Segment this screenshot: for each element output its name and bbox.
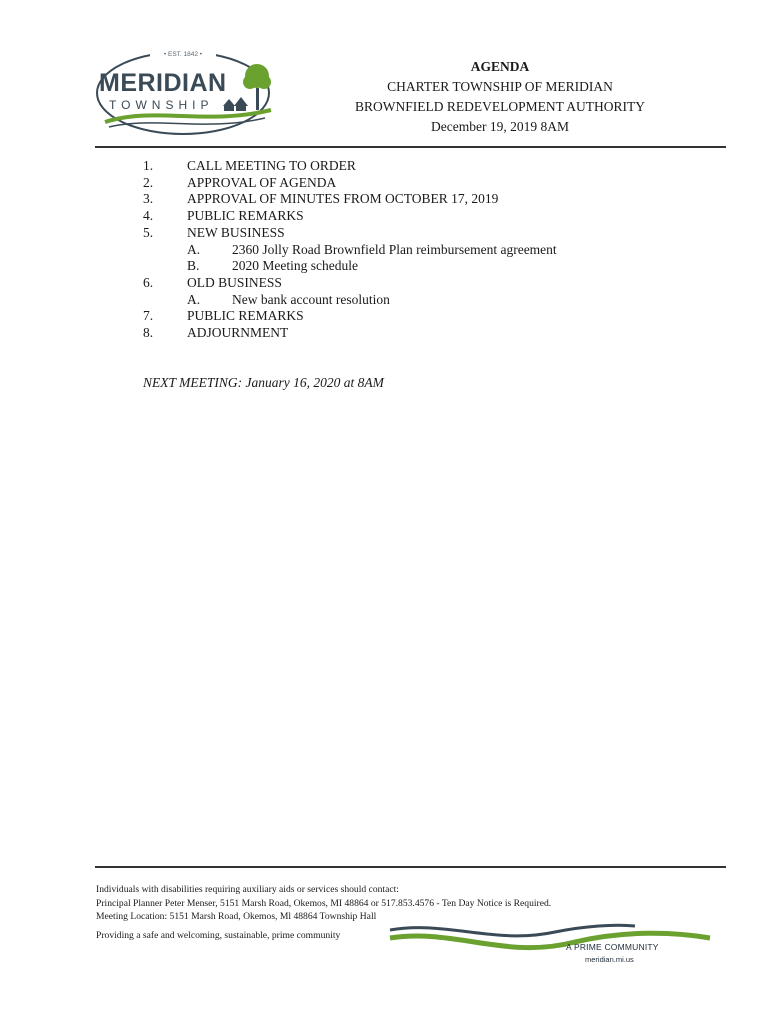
footer-divider — [95, 866, 726, 868]
header-township: CHARTER TOWNSHIP OF MERIDIAN — [387, 79, 613, 94]
meridian-township-logo — [95, 48, 275, 138]
header-authority: BROWNFIELD REDEVELOPMENT AUTHORITY — [355, 99, 645, 114]
website-label: meridian.mi.us — [585, 955, 634, 964]
agenda-item: 5. NEW BUSINESS — [143, 224, 285, 240]
agenda-item: 6. OLD BUSINESS — [143, 274, 282, 290]
agenda-header — [330, 57, 670, 137]
agenda-item: 4. PUBLIC REMARKS — [143, 208, 304, 224]
agenda-item: 7. PUBLIC REMARKS — [143, 308, 304, 324]
agenda-item: 1. CALL MEETING TO ORDER — [143, 158, 356, 173]
notice-line-1: Individuals with disabilities requiring auxiliary aids or services should contact: — [96, 884, 399, 895]
header-divider — [95, 146, 726, 148]
agenda-list — [143, 158, 557, 342]
tagline: Providing a safe and welcoming, sustainable, prime community — [96, 930, 341, 941]
agenda-subitem: A. 2360 Jolly Road Brownfield Plan reimbursement agreement — [187, 241, 557, 257]
agenda-item: 3. APPROVAL OF MINUTES FROM OCTOBER 17, 2019 — [143, 191, 499, 207]
agenda-item: 2. APPROVAL OF AGENDA — [143, 174, 337, 190]
accessibility-notice — [96, 883, 551, 924]
notice-line-2: Principal Planner Peter Menser, 5151 Marsh Road, Okemos, MI 48864 or 517.853.4576 - Ten Day Notice is Required. — [96, 897, 552, 909]
houses-icon — [223, 97, 248, 111]
agenda-item: 8. ADJOURNMENT — [143, 325, 289, 341]
agenda-subitem: A. New bank account resolution — [187, 291, 390, 307]
footer-swoosh-graphic — [385, 920, 715, 965]
logo-sub-text: TOWNSHIP — [109, 98, 214, 112]
logo-est-text: • EST. 1842 • — [163, 51, 203, 58]
header-date: December 19, 2019 8AM — [431, 119, 569, 134]
agenda-title: AGENDA — [470, 59, 530, 74]
notice-line-3: Meeting Location: 5151 Marsh Road, Okemos, Ml 48864 Township Hall — [96, 911, 377, 922]
next-meeting: NEXT MEETING: January 16, 2020 at 8AM — [143, 375, 384, 390]
prime-community-label: A PRIME COMMUNITY — [566, 942, 659, 952]
agenda-subitem: B. 2020 Meeting schedule — [187, 258, 358, 274]
logo-name-text: MERIDIAN — [99, 69, 227, 97]
